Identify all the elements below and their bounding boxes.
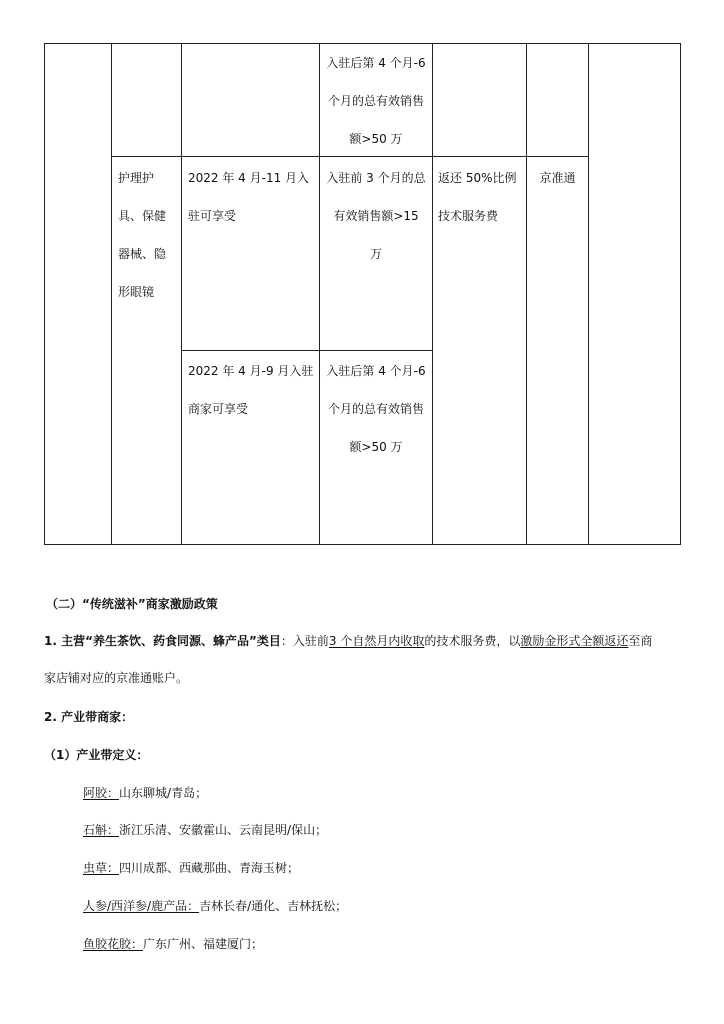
- table-border-right: [680, 43, 681, 545]
- item1-label: 1. 主营“养生茶饮、药食同源、蜂产品”类目: [44, 634, 281, 648]
- cell-line: 入驻后第 4 个月-6: [326, 364, 426, 378]
- col-divider: [181, 43, 182, 545]
- cell-line: 额>50 万: [349, 440, 403, 454]
- region-places: 山东聊城/青岛；: [119, 786, 208, 800]
- period-cell: [188, 352, 318, 428]
- target-cell: [320, 159, 432, 273]
- period-cell: [188, 159, 318, 235]
- item1-text: 的技术服务费，以: [424, 634, 521, 648]
- region-name: 阿胶: [83, 786, 108, 800]
- col-divider: [588, 43, 589, 545]
- region-item: 人参/西洋参/鹿产品：吉林长春/通化、吉林抚松；: [83, 899, 348, 913]
- sub1-heading: （1）产业带定义：: [44, 748, 149, 762]
- cell-line: 万: [369, 247, 382, 261]
- region-item: 石斛：浙江乐清、安徽霍山、云南昆明/保山；: [83, 823, 328, 837]
- region-places: 吉林长春/通化、吉林抚松；: [199, 899, 348, 913]
- region-name: 石斛: [83, 823, 108, 837]
- item1-underlined-period: 3 个自然月内收取: [328, 634, 425, 648]
- category-cell: [118, 159, 180, 311]
- target-cell: [320, 44, 432, 158]
- policy-table: [44, 43, 681, 545]
- item2-heading: 2. 产业带商家：: [44, 710, 134, 724]
- cell-line: 技术服务费: [438, 209, 499, 223]
- item1-paragraph: [44, 633, 652, 649]
- cell-line: 2022 年 4 月-11 月入: [188, 171, 310, 185]
- region-item: 阿胶：山东聊城/青岛；: [83, 786, 208, 800]
- benefit-cell: [438, 159, 526, 235]
- region-name: 人参/西洋参/鹿产品: [83, 899, 188, 913]
- target-cell: [320, 352, 432, 466]
- region-name: 虫草: [83, 861, 108, 875]
- region-item: 鱼胶花胶：广东广州、福建厦门；: [83, 937, 264, 951]
- col-divider: [526, 43, 527, 545]
- region-places: 四川成都、西藏那曲、青海玉树；: [119, 861, 300, 875]
- region-places: 广东广州、福建厦门；: [143, 937, 264, 951]
- cell-line: 驻可享受: [188, 209, 237, 223]
- channel-cell: [527, 159, 588, 197]
- region-item: 虫草：四川成都、西藏那曲、青海玉树；: [83, 861, 300, 875]
- item1-underlined-refund: 激励金形式全额返还: [520, 634, 629, 648]
- cell-line: 额>50 万: [349, 132, 403, 146]
- table-border-left: [44, 43, 45, 545]
- cell-line: 器械、隐: [118, 247, 167, 261]
- cell-line: 具、保健: [118, 209, 167, 223]
- cell-line: 有效销售额>15: [333, 209, 419, 223]
- cell-line: 个月的总有效销售: [327, 402, 424, 416]
- cell-line: 个月的总有效销售: [327, 94, 424, 108]
- cell-line: 入驻前 3 个月的总: [326, 171, 426, 185]
- col-divider: [111, 43, 112, 545]
- cell-line: 返还 50%比例: [438, 171, 517, 185]
- item1-text: ：入驻前: [280, 634, 329, 648]
- cell-line: 入驻后第 4 个月-6: [326, 56, 426, 70]
- cell-line: 商家可享受: [188, 402, 249, 416]
- region-name: 鱼胶花胶: [83, 937, 132, 951]
- table-border-bottom: [44, 544, 681, 545]
- cell-line: 护理护: [118, 171, 155, 185]
- row-divider: [181, 350, 432, 351]
- section-heading: （二）“传统滋补”商家激励政策: [46, 597, 218, 611]
- item1-text: 至商: [628, 634, 653, 648]
- cell-line: 2022 年 4 月-9 月入驻: [188, 364, 314, 378]
- col-divider: [432, 43, 433, 545]
- item1-continuation: 家店铺对应的京准通账户。: [44, 671, 189, 685]
- cell-line: 形眼镜: [118, 285, 155, 299]
- region-places: 浙江乐清、安徽霍山、云南昆明/保山；: [119, 823, 328, 837]
- cell-line: 京准通: [539, 171, 576, 185]
